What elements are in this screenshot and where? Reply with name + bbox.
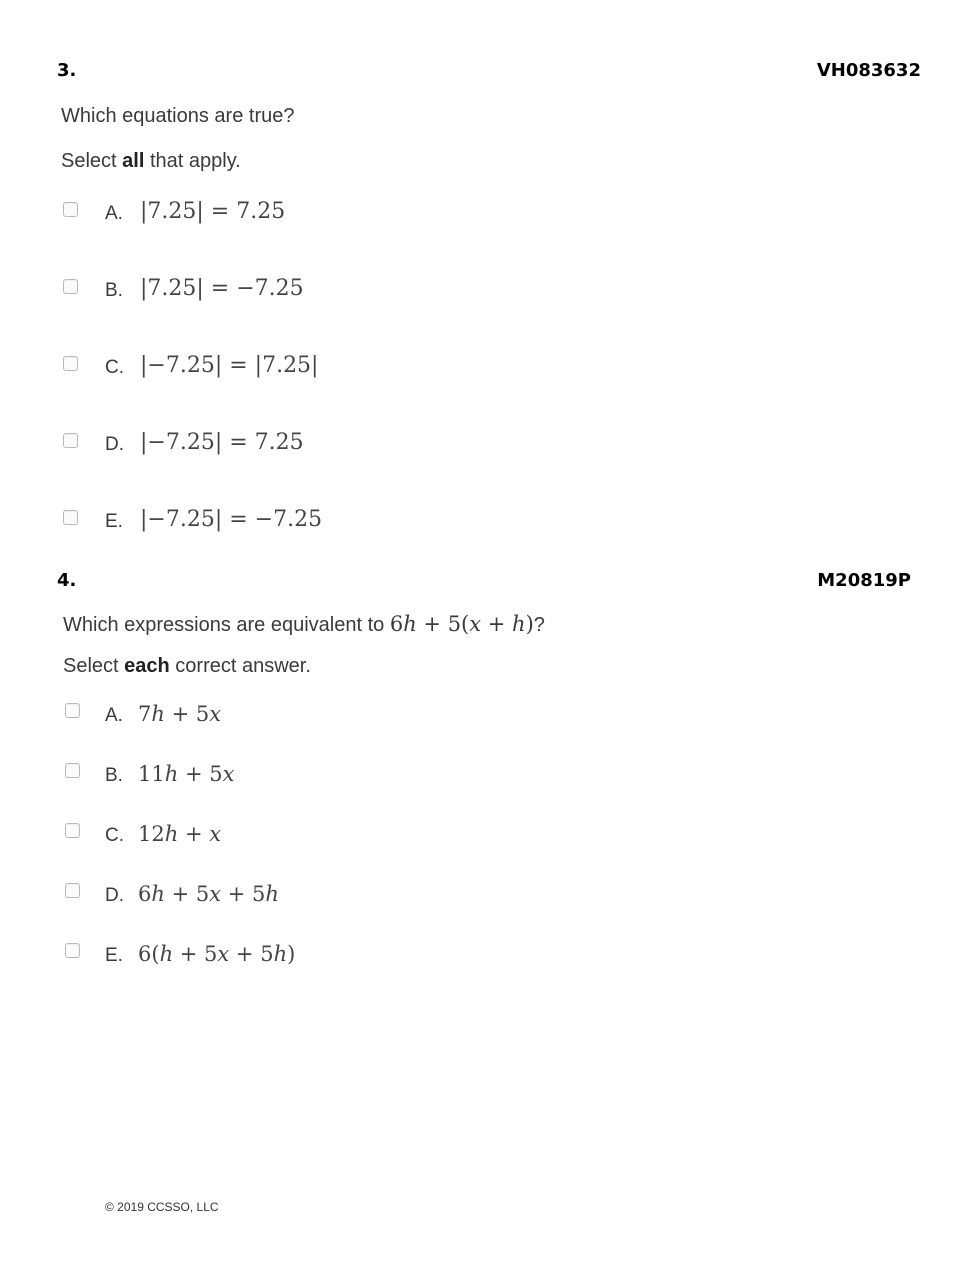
option-equation: |7.25| = 7.25 bbox=[140, 199, 286, 224]
option-expression: 7h + 5x bbox=[138, 702, 222, 726]
question-id: VH083632 bbox=[816, 60, 921, 81]
checkbox[interactable] bbox=[65, 823, 80, 838]
question-number: 3. bbox=[57, 60, 77, 81]
option-letter: D. bbox=[105, 885, 124, 906]
option-letter: C. bbox=[105, 357, 124, 378]
checkbox[interactable] bbox=[65, 883, 80, 898]
checkbox[interactable] bbox=[65, 763, 80, 778]
option-letter: A. bbox=[105, 705, 123, 726]
question-prompt: Which expressions are equivalent to 6h + 5(x + h)? bbox=[63, 612, 545, 636]
option-letter: C. bbox=[105, 825, 124, 846]
checkbox[interactable] bbox=[65, 703, 80, 718]
option-letter: D. bbox=[105, 434, 124, 455]
option-equation: |−7.25| = 7.25 bbox=[140, 430, 304, 455]
option-letter: E. bbox=[105, 945, 123, 966]
checkbox[interactable] bbox=[63, 202, 78, 217]
option-expression: 6(h + 5x + 5h) bbox=[138, 942, 296, 966]
question-id: M20819P bbox=[817, 570, 911, 591]
checkbox[interactable] bbox=[63, 510, 78, 525]
question-instruction: Select each correct answer. bbox=[63, 655, 311, 677]
option-letter: B. bbox=[105, 765, 123, 786]
copyright-footer: © 2019 CCSSO, LLC bbox=[105, 1200, 219, 1214]
option-expression: 12h + x bbox=[138, 822, 222, 846]
option-equation: |−7.25| = |7.25| bbox=[140, 353, 319, 378]
option-expression: 11h + 5x bbox=[138, 762, 235, 786]
question-prompt: Which equations are true? bbox=[61, 105, 295, 127]
question-instruction: Select all that apply. bbox=[61, 150, 241, 172]
checkbox[interactable] bbox=[65, 943, 80, 958]
checkbox[interactable] bbox=[63, 356, 78, 371]
option-equation: |−7.25| = −7.25 bbox=[140, 507, 323, 532]
question-number: 4. bbox=[57, 570, 77, 591]
option-letter: A. bbox=[105, 203, 123, 224]
option-equation: |7.25| = −7.25 bbox=[140, 276, 304, 301]
prompt-expression: 6h + 5(x + h) bbox=[389, 612, 534, 636]
option-letter: E. bbox=[105, 511, 123, 532]
checkbox[interactable] bbox=[63, 279, 78, 294]
option-letter: B. bbox=[105, 280, 123, 301]
checkbox[interactable] bbox=[63, 433, 78, 448]
option-expression: 6h + 5x + 5h bbox=[138, 882, 279, 906]
